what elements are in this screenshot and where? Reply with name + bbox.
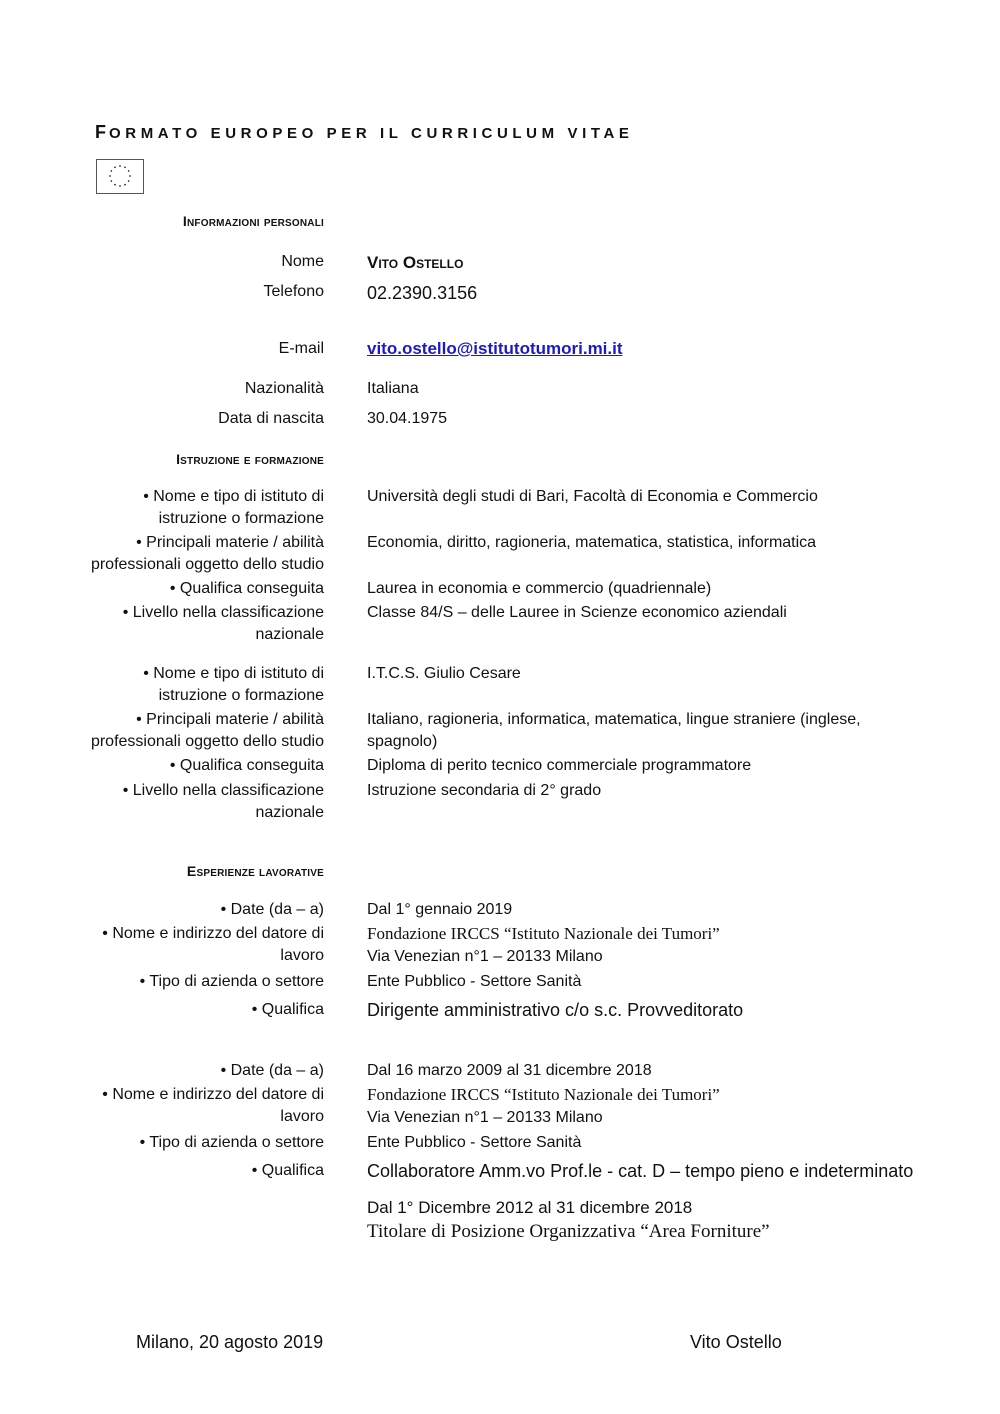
document-title: FORMATO EUROPEO PER IL CURRICULUM VITAE: [95, 122, 634, 142]
work1-role-value: Dirigente amministrativo c/o s.c. Provveditorato: [367, 1000, 744, 1020]
work1-dates-value: Dal 1° gennaio 2019: [367, 901, 513, 918]
work1-role-label: • Qualifica: [251, 1001, 324, 1018]
edu2-subjects-label-1: • Principali materie / abilità: [136, 711, 324, 728]
edu1-subjects-label-2: professionali oggetto dello studio: [90, 556, 324, 573]
edu2-level-label-1: • Livello nella classificazione: [122, 782, 324, 799]
section-title-work: Esperienze lavorative: [186, 863, 324, 879]
work2-extra-dates: Dal 1° Dicembre 2012 al 31 dicembre 2018: [367, 1198, 693, 1217]
edu1-subjects-value: Economia, diritto, ragioneria, matematica, statistica, informatica: [367, 534, 817, 551]
work1-employer-label-1: • Nome e indirizzo del datore di: [102, 925, 324, 942]
phone-value: 02.2390.3156: [367, 283, 478, 303]
email-value[interactable]: [367, 338, 623, 361]
email-label: E-mail: [278, 340, 324, 357]
phone-label: Telefono: [263, 283, 324, 300]
edu2-institute-label-2: istruzione o formazione: [158, 687, 324, 704]
section-title-personal: Informazioni personali: [182, 213, 324, 229]
work2-sector-value: Ente Pubblico - Settore Sanità: [367, 1134, 582, 1151]
eu-flag-icon: [96, 159, 144, 194]
name-label: Nome: [281, 253, 324, 270]
birth-value: 30.04.1975: [367, 410, 448, 427]
edu1-institute-label-1: • Nome e tipo di istituto di: [143, 488, 324, 505]
edu1-level-label-1: • Livello nella classificazione: [122, 604, 324, 621]
work2-employer-label-2: lavoro: [280, 1108, 324, 1125]
work1-sector-value: Ente Pubblico - Settore Sanità: [367, 973, 582, 990]
edu1-qualification-label: • Qualifica conseguita: [169, 580, 324, 597]
eu-stars-icon: [97, 160, 143, 193]
work2-sector-label: • Tipo di azienda o settore: [139, 1134, 324, 1151]
edu1-level-label-2: nazionale: [255, 626, 324, 643]
work2-dates-label: • Date (da – a): [220, 1062, 324, 1079]
work1-employer-value-2: Via Venezian n°1 – 20133 Milano: [367, 948, 603, 965]
edu1-qualification-value: Laurea in economia e commercio (quadriennale): [367, 580, 712, 597]
edu1-institute-label-2: istruzione o formazione: [158, 510, 324, 527]
work1-employer-label-2: lavoro: [280, 947, 324, 964]
work2-dates-value: Dal 16 marzo 2009 al 31 dicembre 2018: [367, 1062, 652, 1079]
edu2-level-value: Istruzione secondaria di 2° grado: [367, 782, 602, 799]
nationality-label: Nazionalità: [244, 380, 324, 397]
work2-employer-value-2: Via Venezian n°1 – 20133 Milano: [367, 1109, 603, 1126]
work2-employer-label-1: • Nome e indirizzo del datore di: [102, 1086, 324, 1103]
place-date: Milano, 20 agosto 2019: [136, 1332, 324, 1352]
birth-label: Data di nascita: [218, 410, 324, 427]
work1-employer-value-1: Fondazione IRCCS “Istituto Nazionale dei Tumori”: [367, 924, 720, 943]
edu2-institute-label-1: • Nome e tipo di istituto di: [143, 665, 324, 682]
edu1-institute-value: Università degli studi di Bari, Facoltà di Economia e Commercio: [367, 488, 818, 505]
nationality-value: Italiana: [367, 380, 419, 397]
work1-sector-label: • Tipo di azienda o settore: [139, 973, 324, 990]
edu1-level-value: Classe 84/S – delle Lauree in Scienze economico aziendali: [367, 604, 787, 621]
signature: Vito Ostello: [690, 1332, 782, 1352]
edu2-qualification-label: • Qualifica conseguita: [169, 757, 324, 774]
email-link[interactable]: vito.ostello@istitutotumori.mi.it: [367, 339, 623, 358]
edu2-subjects-label-2: professionali oggetto dello studio: [90, 733, 324, 750]
edu2-qualification-value: Diploma di perito tecnico commerciale programmatore: [367, 757, 752, 774]
name-value: Vito Ostello: [367, 253, 464, 272]
edu2-subjects-value-1: Italiano, ragioneria, informatica, matematica, lingue straniere (inglese,: [367, 711, 861, 728]
work2-role-value: Collaboratore Amm.vo Prof.le - cat. D – tempo pieno e indeterminato: [367, 1161, 914, 1181]
work2-role-label: • Qualifica: [251, 1162, 324, 1179]
work2-extra-title: Titolare di Posizione Organizzativa “Area Forniture”: [367, 1221, 770, 1242]
edu2-subjects-value-2: spagnolo): [367, 733, 438, 750]
work2-employer-value-1: Fondazione IRCCS “Istituto Nazionale dei Tumori”: [367, 1085, 720, 1104]
edu2-institute-value: I.T.C.S. Giulio Cesare: [367, 665, 521, 682]
edu2-level-label-2: nazionale: [255, 804, 324, 821]
edu1-subjects-label-1: • Principali materie / abilità: [136, 534, 324, 551]
section-title-education: Istruzione e formazione: [176, 451, 324, 467]
work1-dates-label: • Date (da – a): [220, 901, 324, 918]
